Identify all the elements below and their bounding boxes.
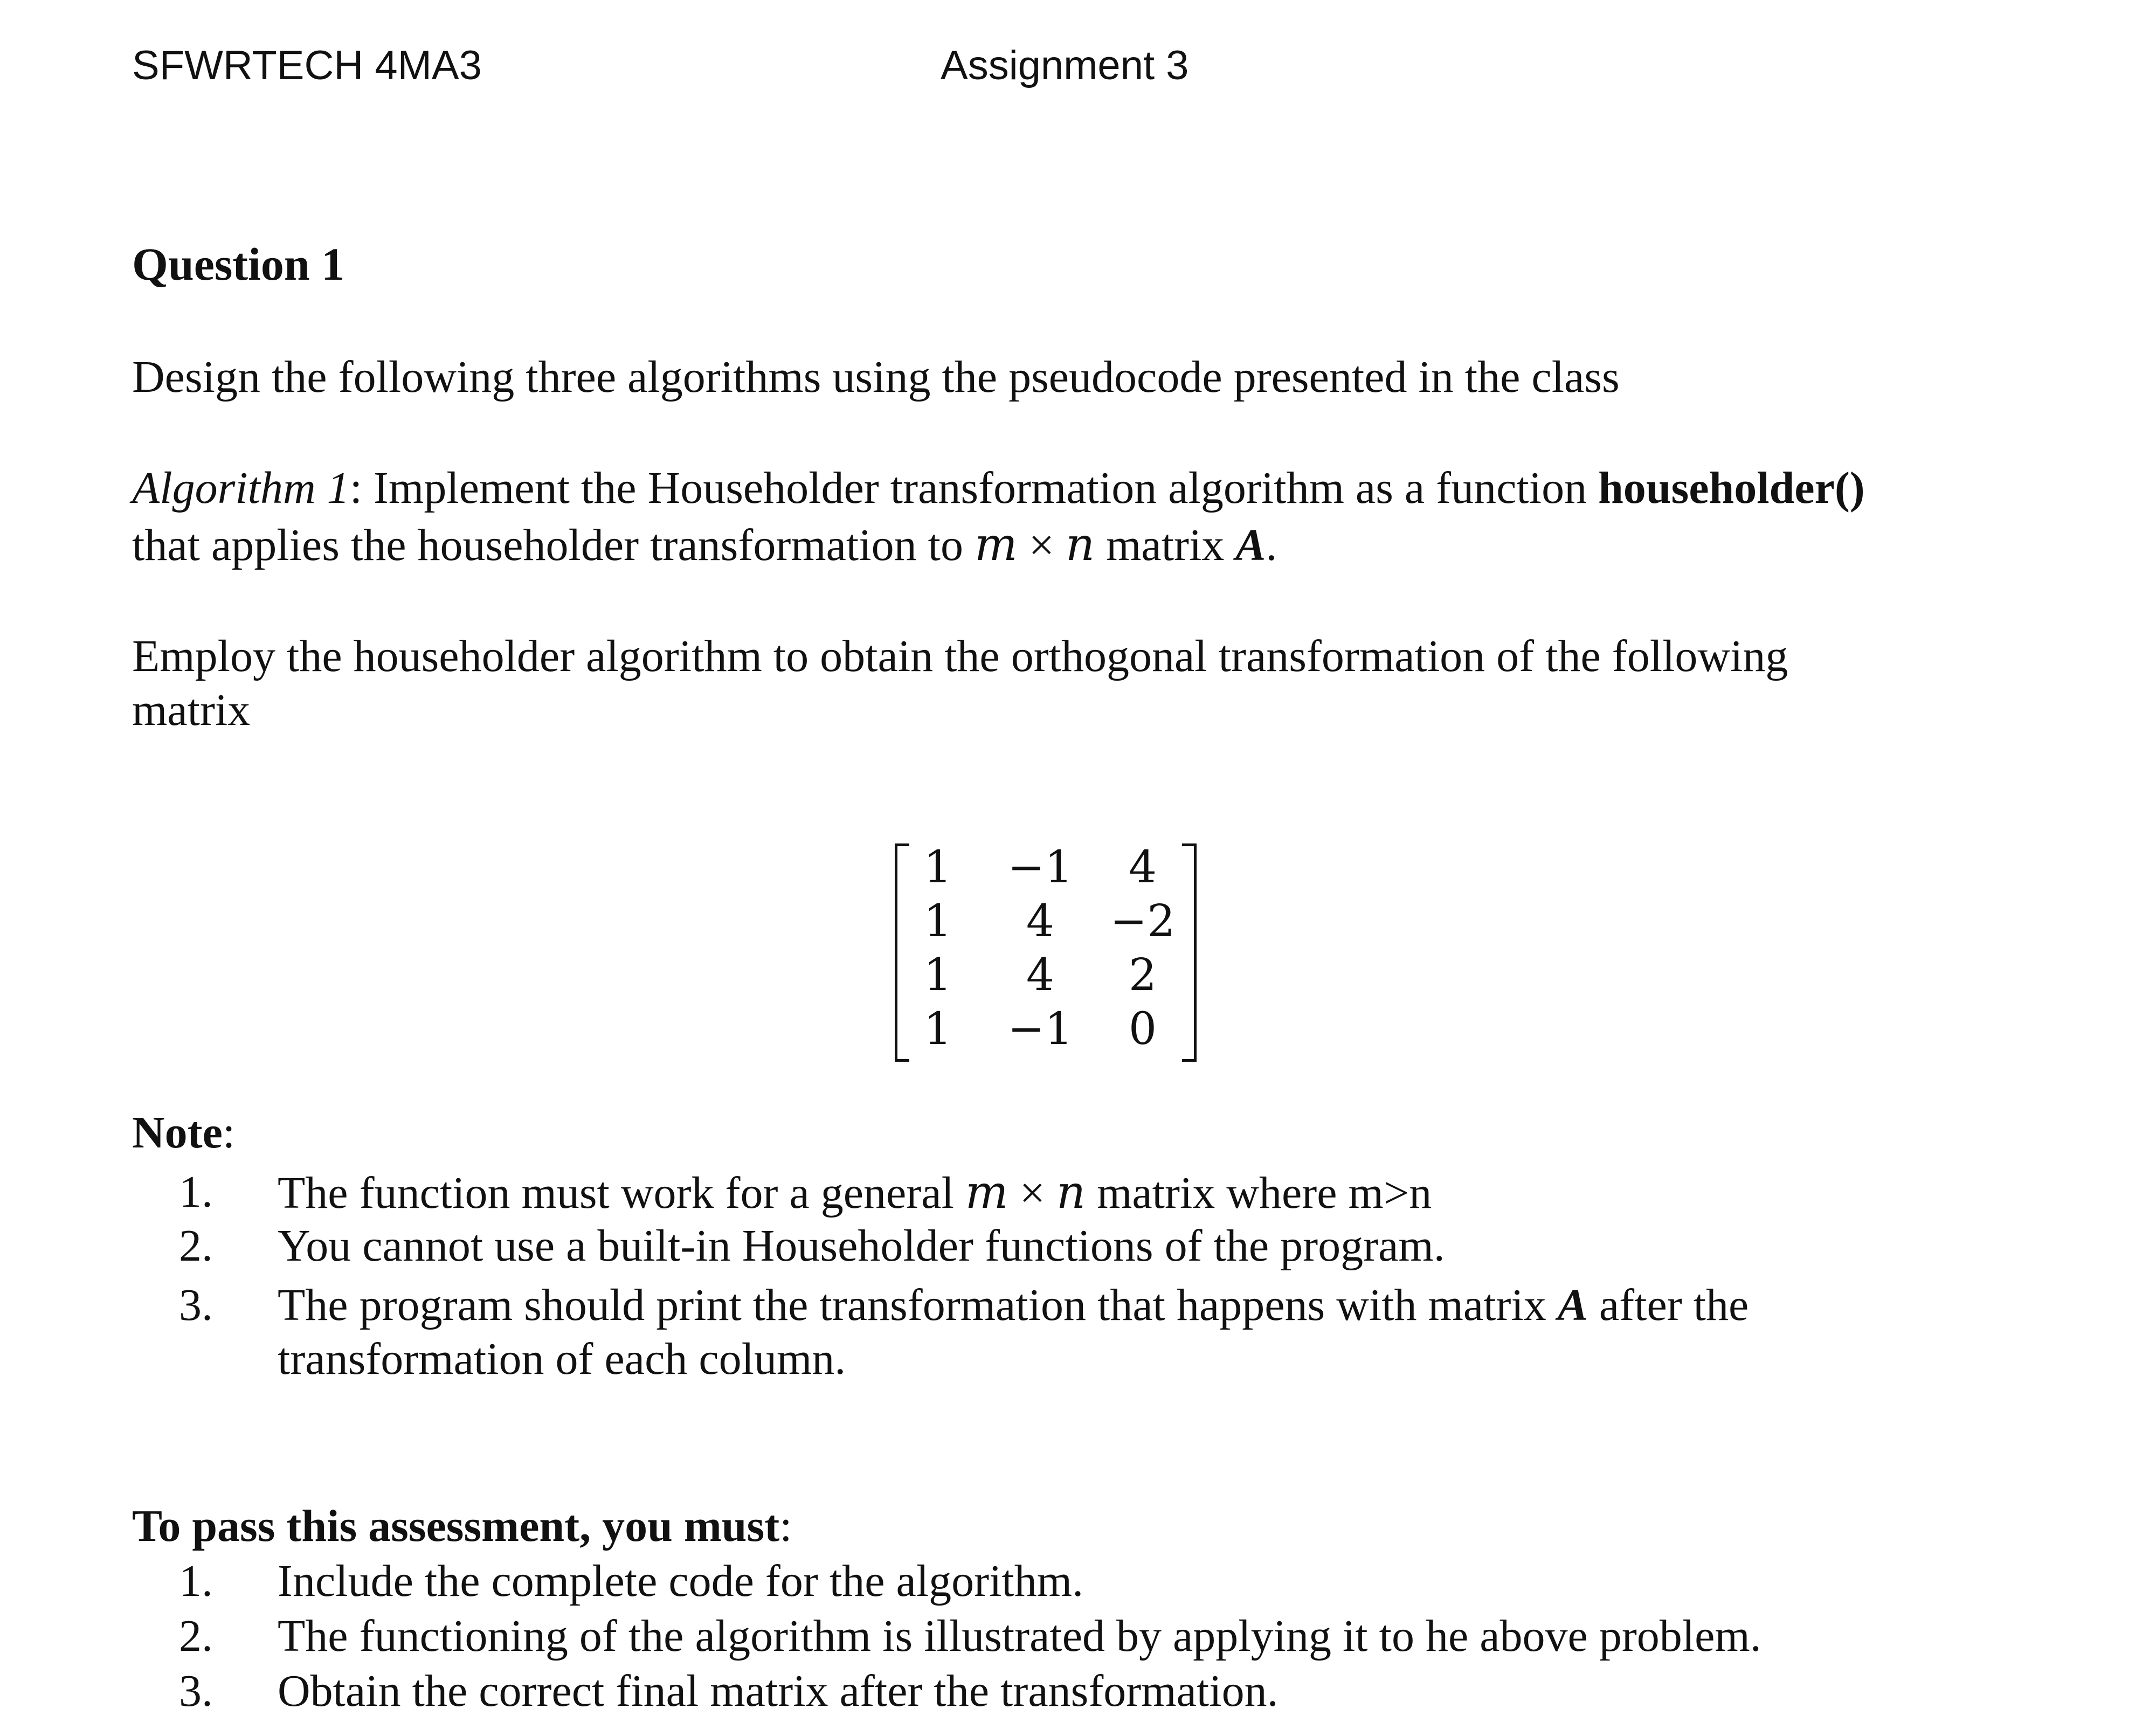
question-title: Question 1 [132,238,345,290]
pass-heading: To pass this assessment, you must: [132,1501,792,1551]
matrix-cell: 1 [923,896,952,947]
matrix-cell: 1 [923,842,952,893]
note-heading: Note: [132,1108,236,1158]
course-code: SFWRTECH 4MA3 [132,43,482,88]
employ-line2: matrix [132,685,251,735]
matrix-cell: 1 [923,950,952,1001]
matrix-cell: 0 [1128,1004,1157,1055]
matrix-cell: 2 [1128,950,1157,1001]
employ-line1: Employ the householder algorithm to obtain the orthogonal transformation of the following [132,631,1788,681]
matrix-cell: 1 [923,1004,952,1055]
matrix-cell: 4 [1026,950,1055,1001]
matrix-cell: 4 [1026,896,1055,947]
algorithm1-line2: that applies the householder transformation to m × n matrix A. [132,518,1277,571]
matrix-cell: 4 [1128,842,1157,893]
left-bracket [895,843,909,1062]
matrix-cell: −1 [1007,842,1073,893]
algorithm1-line1: Algorithm 1: Implement the Householder transformation algorithm as a function householder() [132,463,1865,513]
matrix-A [895,843,1197,1056]
function-name: householder() [1598,463,1865,513]
matrix-cell: −1 [1007,1004,1073,1055]
assignment-title: Assignment 3 [941,43,1189,88]
intro-text: Design the following three algorithms using the pseudocode presented in the class [132,352,1620,402]
matrix-cell: −2 [1110,896,1176,947]
algorithm1-label: Algorithm 1 [132,463,350,513]
